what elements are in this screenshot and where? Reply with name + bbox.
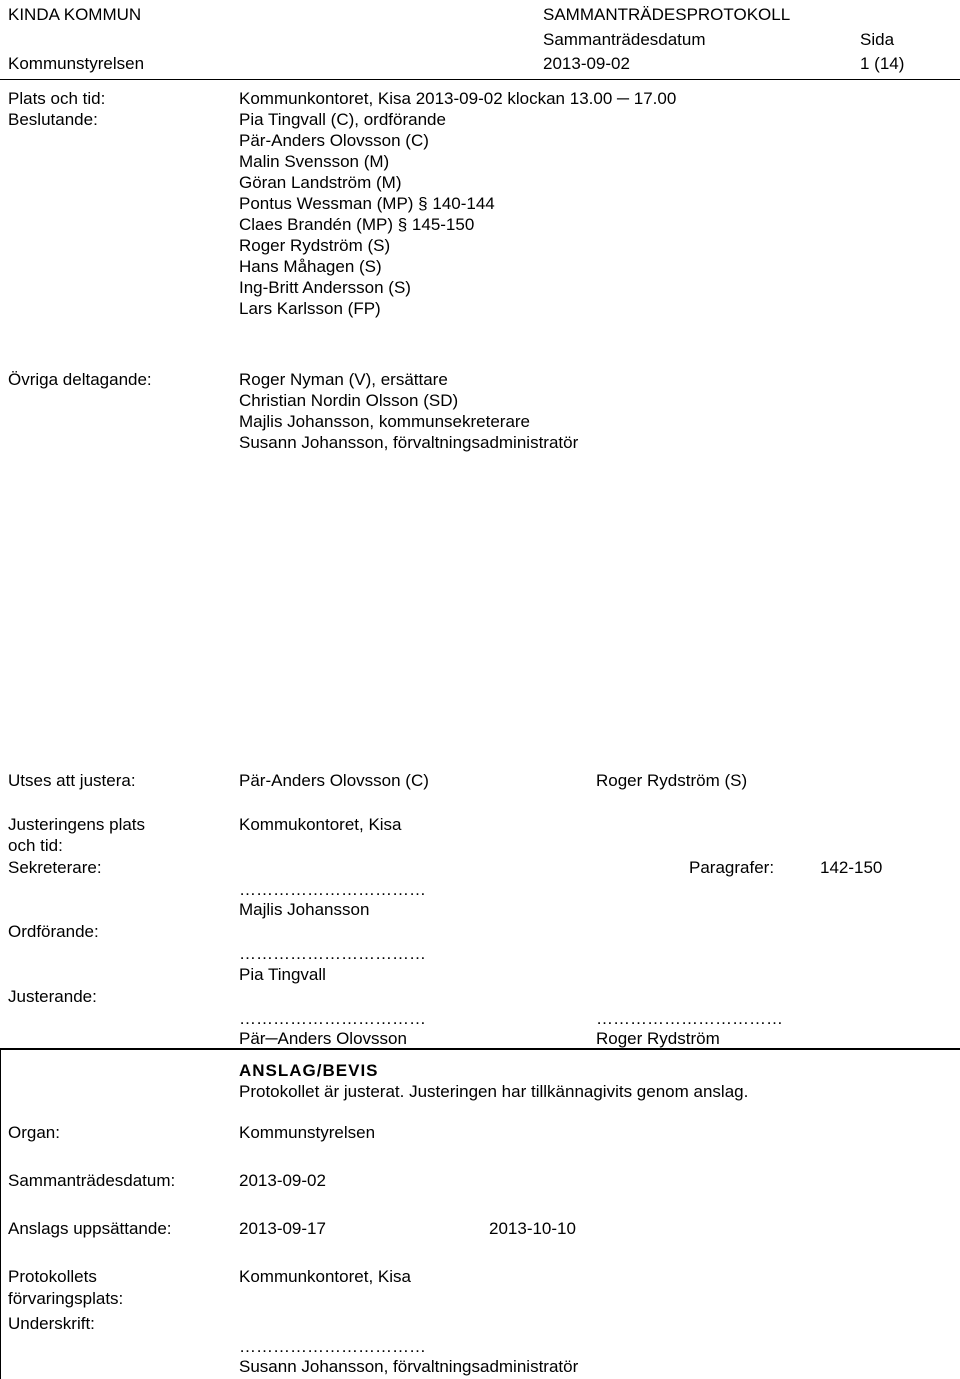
other-participant: Susann Johansson, förvaltningsadministratör	[239, 433, 579, 452]
paragraphs-label: Paragrafer:	[689, 858, 775, 877]
posting-to: 2013-10-10	[489, 1219, 576, 1238]
deciding-member: Pär-Anders Olovsson (C)	[239, 131, 429, 150]
chair-signature-line: ……………………………	[239, 944, 426, 963]
deciding-member: Lars Karlsson (FP)	[239, 299, 381, 318]
other-participant: Majlis Johansson, kommunsekreterare	[239, 412, 531, 431]
page-label: Sida	[860, 30, 895, 49]
chair-name: Pia Tingvall	[239, 965, 326, 984]
posting-from: 2013-09-17	[239, 1219, 326, 1238]
chair-label: Ordförande:	[8, 922, 99, 941]
appointed-adjuster-2: Roger Rydström (S)	[596, 771, 748, 790]
adjuster-2-signature-line: ……………………………	[596, 1009, 783, 1028]
paragraphs-value: 142-150	[820, 858, 883, 877]
notice-left-border	[0, 1048, 1, 1379]
meeting-date-label: Sammanträdesdatum	[543, 30, 706, 49]
deciding-list	[239, 109, 495, 319]
page-number: 1 (14)	[860, 54, 905, 73]
deciding-member: Göran Landström (M)	[239, 173, 402, 192]
secretary-signature-line: ……………………………	[239, 880, 426, 899]
other-participant: Roger Nyman (V), ersättare	[239, 370, 448, 389]
deciding-member: Pia Tingvall (C), ordförande	[239, 110, 446, 129]
adjuster-1-signature-line: ……………………………	[239, 1009, 426, 1028]
deciding-label: Beslutande:	[8, 110, 98, 129]
secretary-name: Majlis Johansson	[239, 900, 370, 919]
deciding-member: Ing-Britt Andersson (S)	[239, 278, 411, 297]
notice-title: ANSLAG/BEVIS	[239, 1061, 379, 1080]
deciding-member: Claes Brandén (MP) § 145-150	[239, 215, 475, 234]
adjust-place-label-1: Justeringens plats	[8, 815, 146, 834]
storage-label-1: Protokollets	[8, 1267, 97, 1286]
notice-date-value: 2013-09-02	[239, 1171, 326, 1190]
storage-value: Kommunkontoret, Kisa	[239, 1267, 411, 1286]
adjuster-1-name: Pär─Anders Olovsson	[239, 1029, 407, 1048]
others-label: Övriga deltagande:	[8, 370, 152, 389]
others-list	[239, 369, 578, 453]
place-time-value: Kommunkontoret, Kisa 2013-09-02 klockan 13.00 ─ 17.00	[239, 89, 677, 108]
header-rule	[0, 79, 960, 80]
deciding-member: Hans Måhagen (S)	[239, 257, 382, 276]
signature-label: Underskrift:	[8, 1314, 95, 1333]
signature-name: Susann Johansson, förvaltningsadministratör	[239, 1357, 579, 1376]
adjuster-2-name: Roger Rydström	[596, 1029, 720, 1048]
appointed-adjusters-label: Utses att justera:	[8, 771, 136, 790]
adjust-place-value: Kommukontoret, Kisa	[239, 815, 402, 834]
other-participant: Christian Nordin Olsson (SD)	[239, 391, 459, 410]
storage-label-2: förvaringsplats:	[8, 1289, 124, 1308]
notice-statement: Protokollet är justerat. Justeringen har tillkännagivits genom anslag.	[239, 1082, 749, 1101]
signature-line: ……………………………	[239, 1337, 426, 1356]
appointed-adjuster-1: Pär-Anders Olovsson (C)	[239, 771, 429, 790]
adjusters-label: Justerande:	[8, 987, 97, 1006]
notice-rule	[0, 1048, 960, 1050]
posting-label: Anslags uppsättande:	[8, 1219, 172, 1238]
adjust-place-label-2: och tid:	[8, 836, 63, 855]
document-type: SAMMANTRÄDESPROTOKOLL	[543, 5, 791, 24]
committee-name: Kommunstyrelsen	[8, 54, 145, 73]
organ-value: Kommunstyrelsen	[239, 1123, 376, 1142]
place-time-label: Plats och tid:	[8, 89, 106, 108]
municipality-name: KINDA KOMMUN	[8, 5, 142, 24]
secretary-label: Sekreterare:	[8, 858, 102, 877]
deciding-member: Pontus Wessman (MP) § 140-144	[239, 194, 495, 213]
deciding-member: Malin Svensson (M)	[239, 152, 390, 171]
organ-label: Organ:	[8, 1123, 60, 1142]
deciding-member: Roger Rydström (S)	[239, 236, 391, 255]
notice-date-label: Sammanträdesdatum:	[8, 1171, 176, 1190]
meeting-date: 2013-09-02	[543, 54, 630, 73]
